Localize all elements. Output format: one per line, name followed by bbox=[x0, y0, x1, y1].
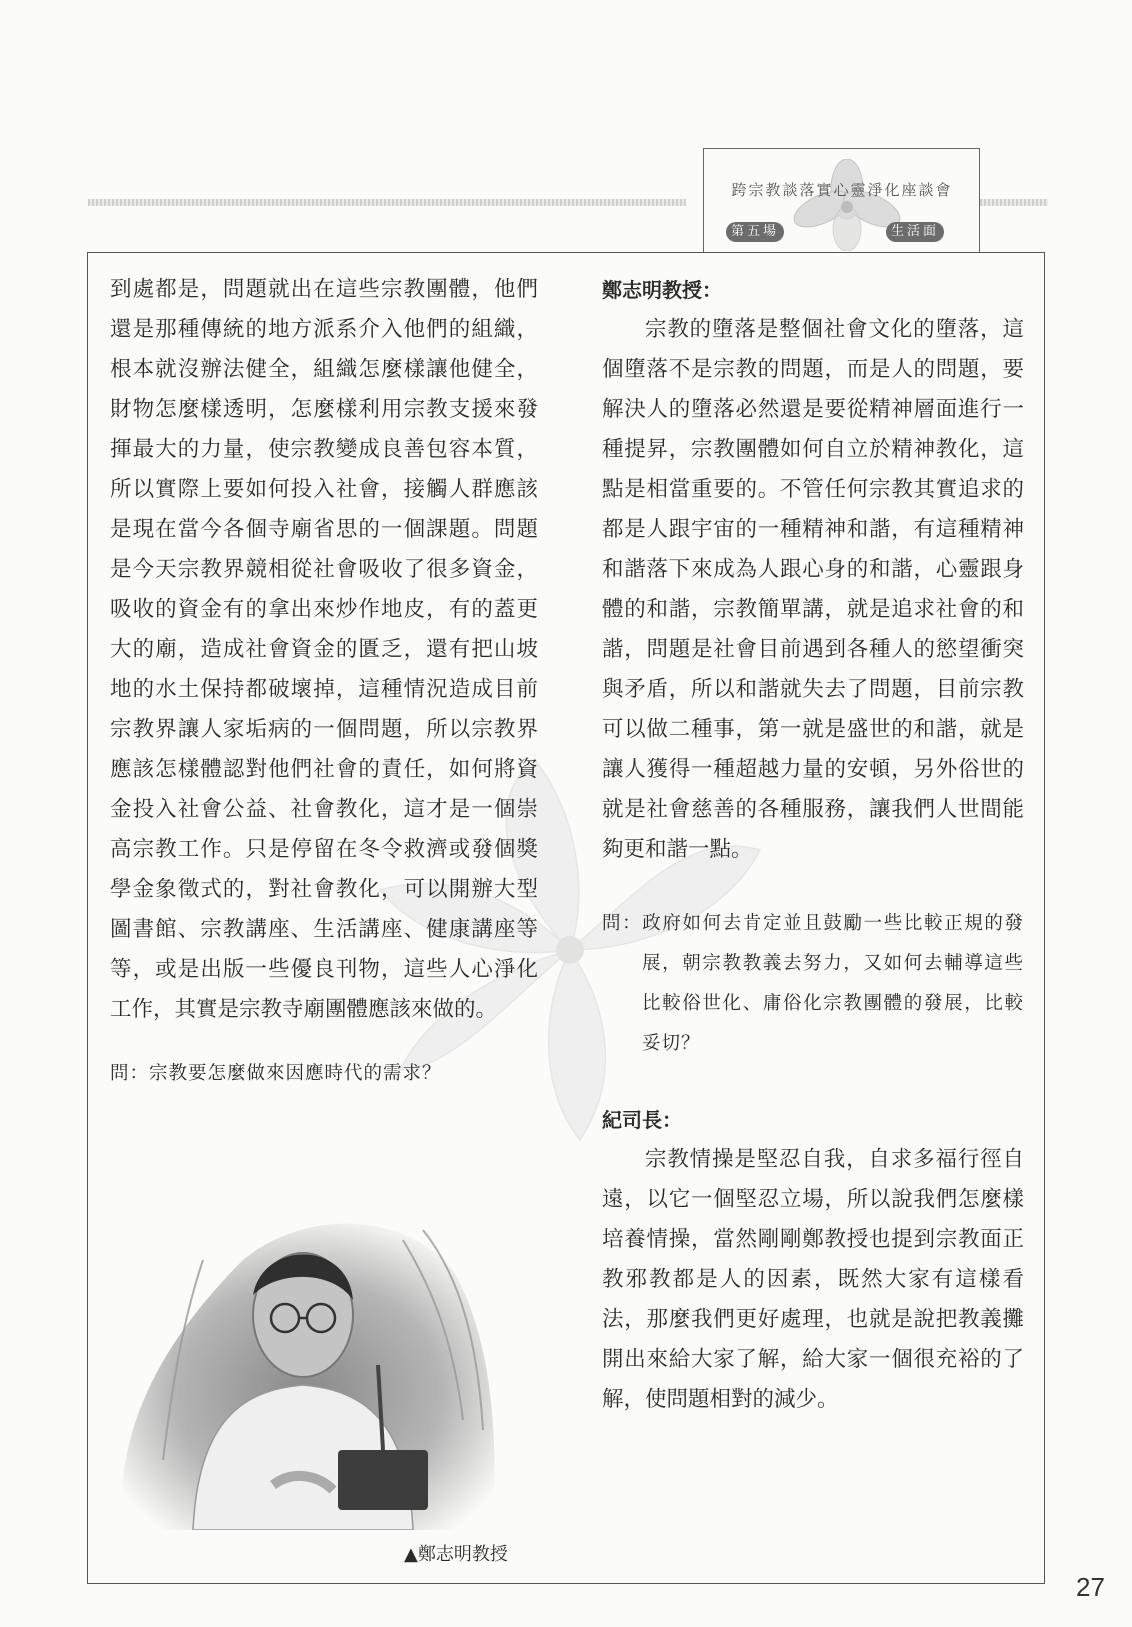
portrait-photo bbox=[103, 1200, 498, 1530]
photo-caption: ▲鄭志明教授 bbox=[404, 1544, 508, 1565]
right-question: 問：政府如何去肯定並且鼓勵一些比較正規的發展，朝宗教教義去努力，又如何去輔導這些比較俗世化、庸俗化宗教團體的發展，比較妥切？ bbox=[602, 913, 1024, 1054]
speaker-zheng: 鄭志明教授： bbox=[602, 278, 722, 302]
right-column bbox=[602, 270, 1024, 1420]
series-title: 跨宗教談落實心靈淨化座談會 bbox=[731, 181, 953, 199]
left-column bbox=[110, 270, 538, 1094]
session-badge: 第五場 bbox=[726, 222, 784, 242]
topic-badge: 生活面 bbox=[886, 222, 944, 242]
left-question: 問：宗教要怎麼做來因應時代的需求？ bbox=[110, 1063, 442, 1084]
lotus-flower-icon bbox=[792, 159, 902, 251]
page-number: 27 bbox=[1076, 1572, 1105, 1602]
series-header bbox=[703, 148, 980, 253]
right-paragraph-2: 宗教情操是堅忍自我，自求多福行徑自遠，以它一個堅忍立場，所以說我們怎麼樣培養情操，當然剛剛鄭教授也提到宗教面正教邪教都是人的因素，既然大家有這樣看法，那麼我們更好處理，也就是說把教義攤開出來給大家了解，給大家一個很充裕的了解，使問題相對的減少。 bbox=[602, 1147, 1024, 1412]
header-rule bbox=[88, 199, 686, 206]
speaker-ji: 紀司長： bbox=[602, 1108, 682, 1132]
header-rule-right bbox=[980, 199, 1048, 206]
right-paragraph-1: 宗教的墮落是整個社會文化的墮落，這個墮落不是宗教的問題，而是人的問題，要解決人的墮落必然還是要從精神層面進行一種提昇，宗教團體如何自立於精神教化，這點是相當重要的。不管任何宗教其實追求的都是人跟宇宙的一種精神和諧，有這種精神和諧落下來成為人跟心身的和諧，心靈跟身體的和諧，宗教簡單講，就是追求社會的和諧，問題是社會目前遇到各種人的慾望衝突與矛盾，所以和諧就失去了問題，目前宗教可以做二種事，第一就是盛世的和諧，就是讓人獲得一種超越力量的安頓，另外俗世的就是社會慈善的各種服務，讓我們人世間能夠更和諧一點。 bbox=[602, 317, 1024, 862]
left-paragraph: 到處都是，問題就出在這些宗教團體，他們還是那種傳統的地方派系介入他們的組織，根本就沒辦法健全，組織怎麼樣讓他健全，財物怎麼樣透明，怎麼樣利用宗教支援來發揮最大的力量，使宗教變成良善包容本質，所以實際上要如何投入社會，接觸人群應該是現在當今各個寺廟省思的一個課題。問題是今天宗教界競相從社會吸收了很多資金，吸收的資金有的拿出來炒作地皮，有的蓋更大的廟，造成社會資金的匱乏，還有把山坡地的水土保持都破壞掉，這種情況造成目前宗教界讓人家垢病的一個問題，所以宗教界應該怎樣體認對他們社會的責任，如何將資金投入社會公益、社會教化，這才是一個崇高宗教工作。只是停留在冬令救濟或發個獎學金象徵式的，對社會教化，可以開辦大型圖書館、宗教講座、生活講座、健康講座等等，或是出版一些優良刊物，這些人心淨化工作，其實是宗教寺廟團體應該來做的。 bbox=[110, 277, 538, 1022]
